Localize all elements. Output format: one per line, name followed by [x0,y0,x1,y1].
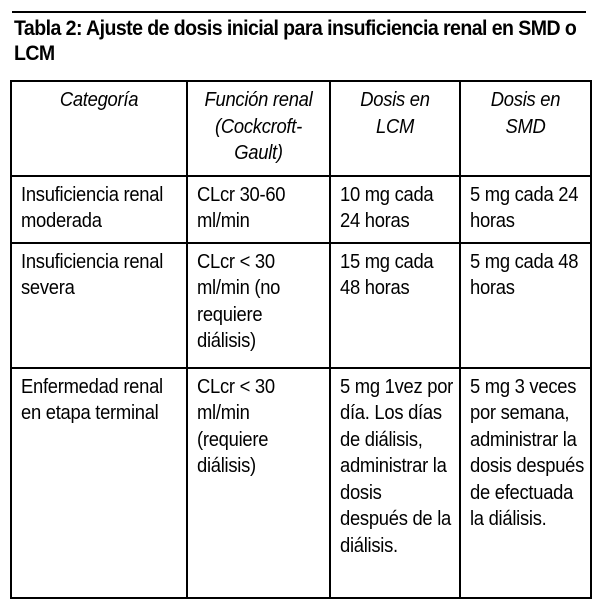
cell-dose-lcm: 10 mg cada 24 horas [330,176,460,243]
header-dose-lcm: Dosis en LCM [330,81,460,176]
cell-dose-smd: 5 mg cada 24 horas [460,176,591,243]
header-category: Categoría [11,81,187,176]
cell-category: Insuficiencia renal moderada [11,176,187,243]
header-renal-function: Función renal (Cockcroft-Gault) [187,81,330,176]
cell-renal-function: CLcr < 30 ml/min (no requiere diálisis) [187,243,330,368]
cell-renal-function: CLcr 30-60 ml/min [187,176,330,243]
dose-adjustment-table [10,80,592,599]
cell-dose-smd: 5 mg 3 veces por semana, administrar la dosis después de efectuada la diálisis. [460,368,591,598]
cell-category: Insuficiencia renal severa [11,243,187,368]
table-row [11,368,591,598]
cell-dose-lcm: 5 mg 1vez por día. Los días de diálisis, administrar la dosis después de la diálisis. [330,368,460,598]
top-rule [12,11,586,13]
table-caption: Tabla 2: Ajuste de dosis inicial para insuficiencia renal en SMD o LCM [14,17,577,65]
header-row [11,81,591,176]
cell-dose-smd: 5 mg cada 48 horas [460,243,591,368]
table-row [11,243,591,368]
cell-dose-lcm: 15 mg cada 48 horas [330,243,460,368]
header-dose-smd: Dosis en SMD [460,81,591,176]
table-row [11,176,591,243]
cell-category: Enfermedad renal en etapa terminal [11,368,187,598]
cell-renal-function: CLcr < 30 ml/min (requiere diálisis) [187,368,330,598]
